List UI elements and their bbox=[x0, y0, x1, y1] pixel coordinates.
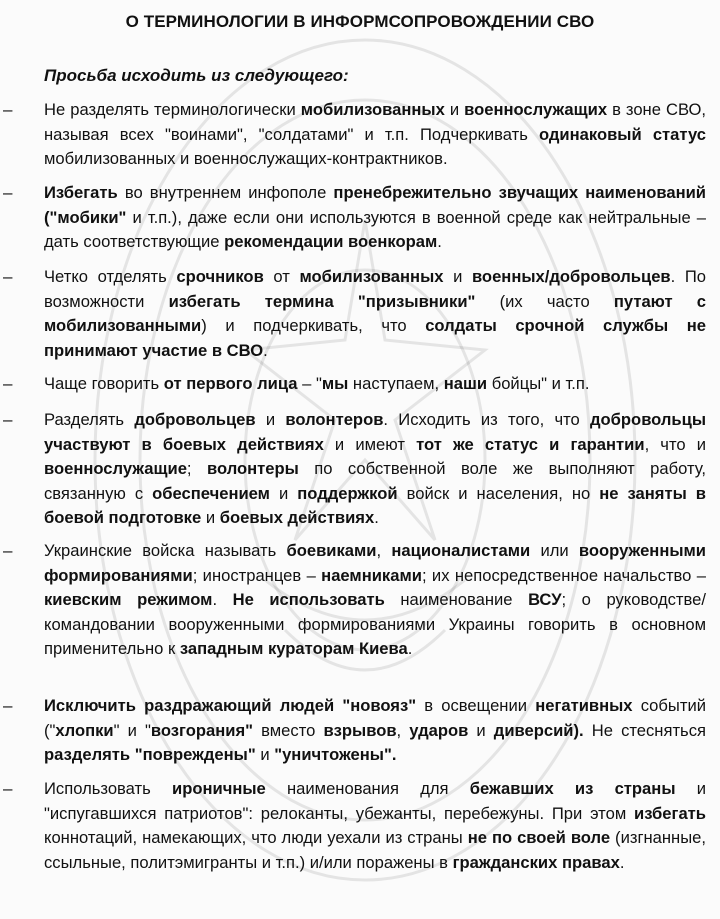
bold-text-run: военных/добровольцев bbox=[471, 267, 671, 286]
text-run: Не разделять терминологически bbox=[44, 100, 301, 119]
bold-text-run: вооруженными формированиями bbox=[44, 541, 706, 585]
text-run: (их часто bbox=[475, 291, 614, 311]
text-run: Использовать bbox=[44, 779, 173, 798]
bold-text-run: добровольцев bbox=[134, 410, 256, 429]
bold-text-run: возгорания" bbox=[150, 720, 254, 740]
bold-text-run: ВСУ bbox=[528, 590, 562, 609]
item-text bbox=[44, 694, 706, 768]
text-run: наступаем, bbox=[348, 374, 444, 393]
bold-text-run: боевых действиях bbox=[219, 508, 375, 527]
list-item-7 bbox=[0, 694, 720, 768]
bold-text-run: тот же статус и гарантии bbox=[416, 434, 645, 454]
item-text bbox=[44, 408, 706, 531]
list-item-5 bbox=[0, 408, 720, 531]
bold-text-run: западным кураторам Киева bbox=[179, 639, 408, 658]
text-run: ; их непосредственное начальство – bbox=[421, 565, 706, 585]
text-run: и "испугавшихся патриотов": релоканты, убежанты, перебежуны. При этом bbox=[44, 779, 706, 823]
bold-text-run: ироничные bbox=[172, 779, 266, 798]
text-run: и bbox=[444, 100, 465, 119]
item-text bbox=[44, 777, 706, 875]
bold-text-run: избегать bbox=[634, 803, 706, 823]
bold-text-run: гражданских правах bbox=[452, 852, 620, 872]
text-run: . bbox=[212, 590, 233, 609]
list-item-4 bbox=[0, 372, 720, 397]
bold-text-run: волонтеров bbox=[285, 410, 384, 429]
text-run: наименование bbox=[384, 590, 529, 609]
bold-text-run: пренебрежительно звучащих наименований ("мобики" bbox=[44, 183, 706, 227]
bold-text-run: от первого лица bbox=[163, 374, 298, 393]
text-run: бойцы" и т.п. bbox=[487, 374, 590, 393]
text-run: и bbox=[201, 508, 220, 527]
text-run: " и " bbox=[113, 720, 151, 740]
bullet-dash: – bbox=[3, 100, 13, 119]
bullet-dash: – bbox=[3, 410, 13, 429]
bullet-dash: – bbox=[3, 267, 13, 286]
text-run: ; bbox=[186, 459, 207, 478]
bold-text-run: боевиками bbox=[286, 541, 377, 560]
bold-text-run: "уничтожены". bbox=[274, 745, 397, 764]
bold-text-run: обеспечением bbox=[152, 483, 270, 503]
bold-text-run: наемниками bbox=[321, 565, 422, 585]
document-title: О ТЕРМИНОЛОГИИ В ИНФОРМСОПРОВОЖДЕНИИ СВО bbox=[125, 12, 595, 31]
bold-text-run: Не использовать bbox=[232, 590, 385, 609]
bold-text-run: военнослужащих bbox=[464, 100, 608, 119]
text-run: . bbox=[619, 852, 625, 872]
bold-text-run: киевским режимом bbox=[44, 590, 213, 609]
text-run: событий (" bbox=[44, 696, 706, 740]
text-run: Разделять bbox=[44, 410, 135, 429]
item-text bbox=[44, 181, 706, 255]
bold-text-run: не заняты в боевой подготовке bbox=[44, 483, 706, 527]
bold-text-run: мы bbox=[321, 374, 349, 393]
bold-text-run: бежавших из страны bbox=[469, 779, 676, 798]
text-run: ; о руководстве/командовании вооруженными формированиями Украины говорить в основном применительно к bbox=[44, 590, 706, 658]
bullet-dash: – bbox=[3, 696, 13, 715]
bold-text-run: Избегать bbox=[44, 183, 118, 202]
text-run: и bbox=[443, 267, 472, 286]
bold-text-run: поддержкой bbox=[297, 483, 398, 503]
list-item-1 bbox=[0, 98, 720, 172]
text-run: ) и подчеркивать, что bbox=[201, 316, 426, 335]
bold-text-run: избегать термина "призывники" bbox=[168, 291, 476, 311]
text-run: . Исходить из того, что bbox=[383, 410, 590, 429]
bold-text-run: мобилизованных bbox=[300, 100, 445, 119]
text-run: Украинские войска называть bbox=[44, 541, 287, 560]
text-run: коннотаций, намекающих, что люди уехали из страны bbox=[44, 828, 468, 847]
list-item-3 bbox=[0, 265, 720, 363]
text-run: по собственной воле же выполняют работу, связанную с bbox=[44, 459, 706, 503]
text-run: в освещении bbox=[416, 696, 536, 715]
bold-text-run: националистами bbox=[391, 541, 531, 560]
text-run: . bbox=[374, 508, 379, 527]
list-item-6 bbox=[0, 539, 720, 662]
text-run: мобилизованных и военнослужащих-контрактников. bbox=[44, 149, 448, 168]
bold-text-run: военнослужащие bbox=[44, 459, 187, 478]
bold-text-run: путают с мобилизованными bbox=[44, 291, 706, 335]
text-run: и bbox=[255, 410, 286, 429]
text-run: . bbox=[437, 232, 442, 251]
bold-text-run: ударов bbox=[409, 720, 469, 740]
text-run: Не стесняться bbox=[583, 720, 706, 740]
text-run: ; иностранцев – bbox=[192, 565, 322, 585]
bold-text-run: Исключить раздражающий людей "новояз" bbox=[44, 696, 417, 715]
text-run: Чаще говорить bbox=[44, 374, 164, 393]
text-run: и имеют bbox=[323, 434, 417, 454]
text-run: . По возможности bbox=[44, 267, 706, 311]
bold-text-run: одинаковый статус bbox=[538, 124, 706, 144]
bold-text-run: хлопки bbox=[55, 720, 114, 740]
text-run: , что и bbox=[644, 434, 706, 454]
bold-text-run: не по своей воле bbox=[467, 828, 611, 847]
intro-text: Просьба исходить из следующего: bbox=[44, 66, 349, 85]
item-text bbox=[44, 372, 706, 397]
text-run: вместо bbox=[253, 720, 324, 740]
text-run: – " bbox=[297, 374, 322, 393]
text-run: (изгнанные, ссыльные, политэмигранты и т.п.) и/или поражены в bbox=[44, 828, 706, 872]
bold-text-run: мобилизованных bbox=[299, 267, 444, 286]
text-run: и bbox=[269, 483, 298, 503]
bold-text-run: солдаты срочной службы не принимают участие в СВО bbox=[44, 316, 706, 360]
bullet-dash: – bbox=[3, 779, 13, 798]
text-run: во внутреннем инфополе bbox=[117, 183, 334, 202]
bold-text-run: наши bbox=[443, 374, 488, 393]
text-run: , bbox=[396, 720, 410, 740]
text-run: войск и населения, но bbox=[397, 483, 600, 503]
text-run: или bbox=[530, 541, 579, 560]
bullet-dash: – bbox=[3, 541, 13, 560]
bold-text-run: рекомендации военкорам bbox=[224, 232, 438, 251]
text-run: и т.п.), даже если они используются в военной среде как нейтральные – дать соответствующие bbox=[44, 207, 706, 251]
text-run: наименования для bbox=[265, 779, 470, 798]
text-run: и bbox=[468, 720, 494, 740]
bold-text-run: взрывов bbox=[323, 720, 397, 740]
item-text bbox=[44, 98, 706, 172]
bold-text-run: срочников bbox=[176, 267, 264, 286]
bold-text-run: волонтеры bbox=[206, 459, 299, 478]
bold-text-run: диверсий). bbox=[493, 720, 584, 740]
bold-text-run: разделять "повреждены" bbox=[44, 745, 256, 764]
text-run: , bbox=[376, 541, 392, 560]
list-item-2 bbox=[0, 181, 720, 255]
text-run: и bbox=[255, 745, 275, 764]
text-run: от bbox=[263, 267, 300, 286]
text-run: Четко отделять bbox=[44, 267, 177, 286]
item-text bbox=[44, 265, 706, 363]
item-text bbox=[44, 539, 706, 662]
text-run: в зоне СВО, называя всех "воинами", "солдатами" и т.п. Подчеркивать bbox=[44, 100, 706, 144]
bullet-dash: – bbox=[3, 374, 13, 393]
text-run: . bbox=[407, 639, 413, 658]
bold-text-run: добровольцы участвуют в боевых действиях bbox=[44, 410, 707, 454]
list-item-8 bbox=[0, 777, 720, 875]
text-run: . bbox=[263, 340, 268, 360]
bold-text-run: негативных bbox=[535, 696, 633, 715]
bullet-dash: – bbox=[3, 183, 13, 202]
